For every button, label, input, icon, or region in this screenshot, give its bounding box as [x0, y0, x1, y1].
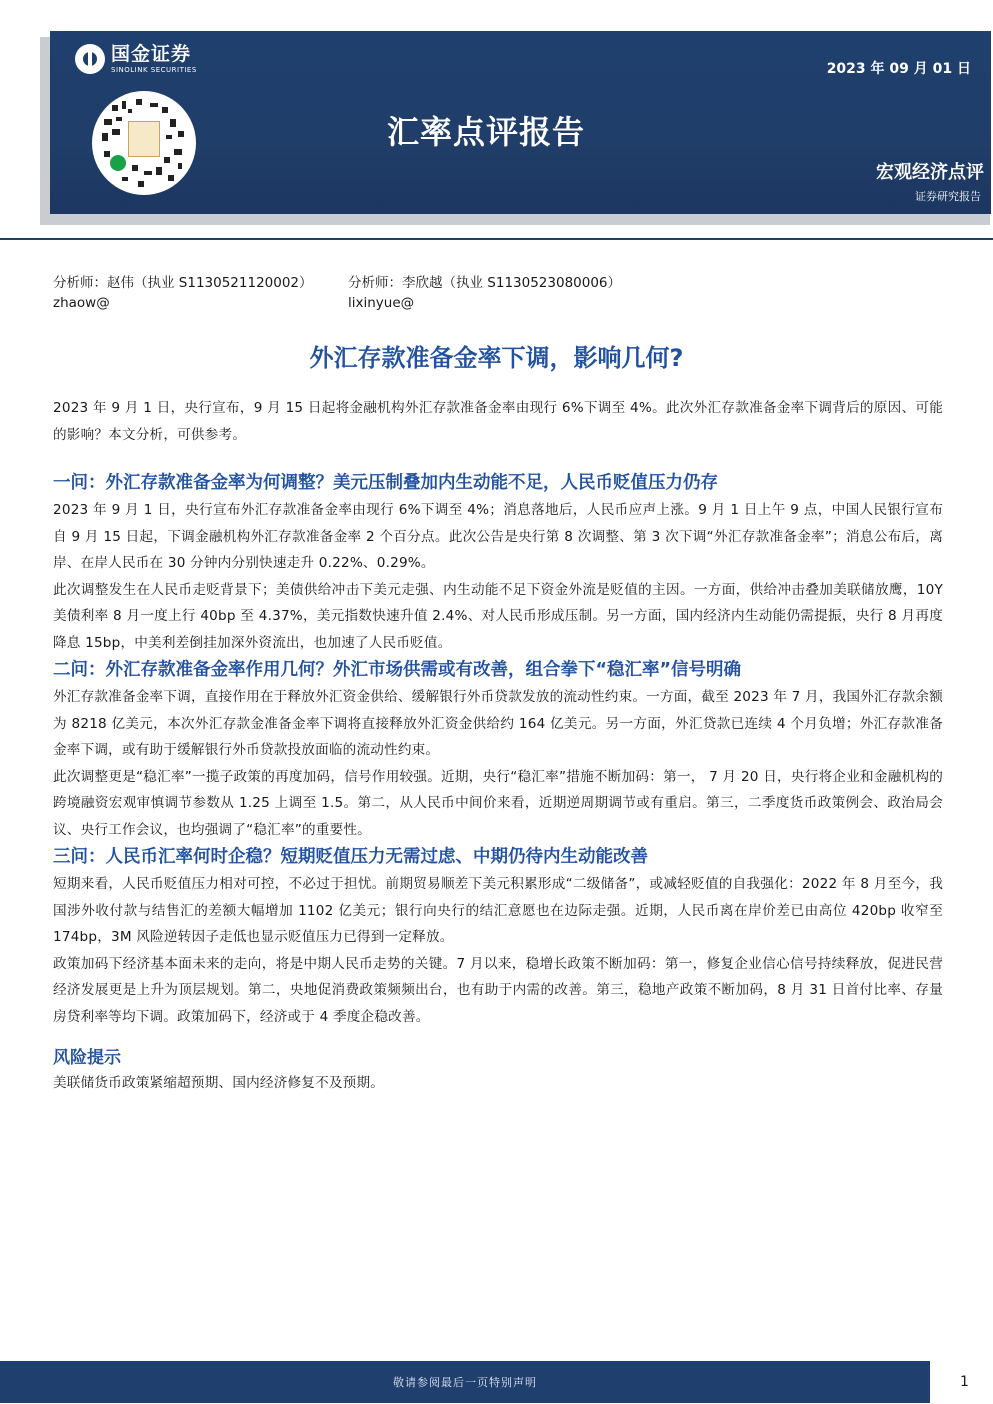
- analyst-1-email[interactable]: zhaow@: [53, 295, 110, 311]
- report-date: 2023 年 09 月 01 日: [826, 61, 971, 77]
- report-header: [50, 31, 991, 214]
- article-body: [53, 395, 943, 1097]
- header-divider: [0, 238, 993, 240]
- section-2-paragraph-1: 外汇存款准备金率下调，直接作用在于释放外汇资金供给、缓解银行外币贷款发放的流动性约束。一方面，截至 2023 年 7 月，我国外汇存款余额为 8218 亿美元，本次外汇存款金准备金率下调将直接释放外汇资金供给约 164 亿美元。另一方面，外汇贷款已连续 4 个月负增；外汇存款准备金率下调，或有助于缓解银行外币贷款投放面临的流动性约束。: [53, 689, 943, 758]
- section-1-heading: 一问：外汇存款准备金率为何调整？美元压制叠加内生动能不足，人民币贬值压力仍存: [53, 473, 718, 493]
- report-subcategory: 证券研究报告: [915, 190, 981, 203]
- analyst-1: [53, 273, 313, 313]
- analyst-2-email[interactable]: lixinyue@: [348, 295, 415, 311]
- section-3-paragraph-2: 政策加码下经济基本面未来的走向，将是中期人民币走势的关键。7 月以来，稳增长政策不断加码：第一，修复企业信心信号持续释放，促进民营经济发展更是上升为顶层规划。第二，央地促消费政策频频出台，也有助于内需的改善。第三，稳地产政策不断加码，8 月 31 日首付比率、存量房贷利率等均下调。政策加码下，经济或于 4 季度企稳改善。: [53, 955, 943, 1025]
- risk-text: 美联储货币政策紧缩超预期、国内经济修复不及预期。: [53, 1075, 385, 1091]
- section-1-paragraph-1: 2023 年 9 月 1 日，央行宣布外汇存款准备金率由现行 6%下调至 4%；消息落地后，人民币应声上涨。9 月 1 日上午 9 点，中国人民银行宣布自 9 月 15 日起，下调金融机构外汇存款准备金率 2 个百分点。此次公告是央行第 8 次调整、第 3 次下调“外汇存款准备金率”；消息公布后，离岸、在岸人民币在 30 分钟内分别快速走升 0.22%、0.29%。: [53, 502, 943, 571]
- section-1-paragraph-2: 此次调整发生在人民币走贬背景下；美债供给冲击下美元走强、内生动能不足下资金外流是贬值的主因。一方面，供给冲击叠加美联储放鹰，10Y 美债利率 8 月一度上行 40bp 至 4.37%，美元指数快速升值 2.4%、对人民币形成压制。另一方面，国内经济内生动能仍需提振，央行 8 月再度降息 15bp，中美利差倒挂加深外资流出，也加速了人民币贬值。: [53, 581, 943, 651]
- report-category: 宏观经济点评: [876, 162, 984, 183]
- report-type-title: 汇率点评报告: [387, 113, 586, 151]
- logo-cn-text: 国金证券: [111, 42, 192, 65]
- section-2-paragraph-2: 此次调整更是“稳汇率”一揽子政策的再度加码，信号作用较强。近期，央行“稳汇率”措施不断加码：第一， 7 月 20 日，央行将企业和金融机构的跨境融资宏观审慎调节参数从 1.25 上调至 1.5。第二，从人民币中间价来看，近期逆周期调节或有重启。第三，二季度货币政策例会、政治局会议、央行工作会议，也均强调了“稳汇率”的重要性。: [53, 768, 943, 838]
- logo-mark-icon: [75, 44, 105, 74]
- section-2-heading: 二问：外汇存款准备金率作用几何？外汇市场供需或有改善，组合拳下“稳汇率”信号明确: [53, 660, 741, 680]
- risk-heading: 风险提示: [53, 1048, 121, 1068]
- section-3-paragraph-1: 短期来看，人民币贬值压力相对可控，不必过于担忧。前期贸易顺差下美元积累形成“二级储备”，或减轻贬值的自我强化：2022 年 8 月至今，我国涉外收付款与结售汇的差额大幅增加 1102 亿美元；银行向央行的结汇意愿也在边际走强。近期，人民币离在岸价差已由高位 420bp 收窄至 174bp，3M 风险逆转因子走低也显示贬值压力已得到一定释放。: [53, 876, 943, 945]
- logo-en-text: SINOLINK SECURITIES: [111, 65, 197, 74]
- analyst-1-name: 分析师：赵伟（执业 S1130521120002）: [53, 275, 313, 291]
- section-3-heading: 三问：人民币汇率何时企稳？短期贬值压力无需过虑、中期仍待内生动能改善: [53, 847, 648, 867]
- intro-paragraph: 2023 年 9 月 1 日，央行宣布，9 月 15 日起将金融机构外汇存款准备金率由现行 6%下调至 4%。此次外汇存款准备金率下调背后的原因、可能的影响？本文分析，可供参考。: [53, 400, 943, 443]
- page-number: 1: [960, 1374, 969, 1390]
- qr-center-logo: [128, 121, 160, 157]
- analyst-2: [348, 273, 621, 313]
- analyst-2-name: 分析师：李欣越（执业 S1130523080006）: [348, 275, 622, 291]
- company-logo: [75, 44, 197, 74]
- footer-notice: 敬请参阅最后一页特别声明: [0, 1361, 930, 1403]
- wechat-badge-icon: [110, 155, 126, 171]
- qr-code-icon: [92, 91, 196, 195]
- article-title: 外汇存款准备金率下调，影响几何?: [309, 344, 684, 372]
